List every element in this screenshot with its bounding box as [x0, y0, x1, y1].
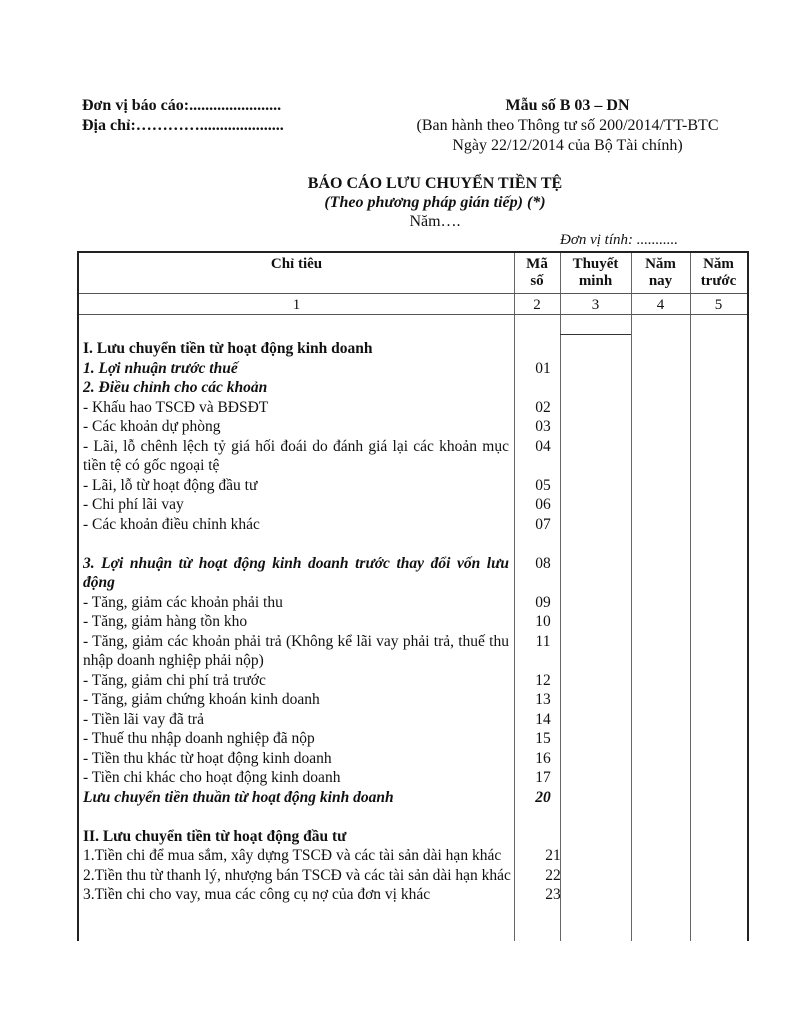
table-row	[83, 866, 745, 886]
table-row	[83, 359, 745, 379]
table-row	[83, 437, 745, 476]
header-current-year-line1: Năm	[645, 256, 676, 272]
row-label: - Chi phí lãi vay	[83, 496, 184, 513]
table-row	[83, 398, 745, 418]
row-label: - Tiền thu khác từ hoạt động kinh doanh	[83, 749, 332, 767]
table-row	[83, 554, 745, 593]
row-code: 17	[535, 769, 551, 786]
row-label: 3.Tiền chi cho vay, mua các công cụ nợ của đơn vị khác	[83, 886, 431, 903]
row-label: - Các khoản dự phòng	[83, 418, 221, 435]
row-code: 04	[535, 437, 551, 455]
row-code: 02	[535, 398, 551, 416]
row-code: 05	[535, 476, 551, 494]
address-field: Địa chỉ:………….....................	[82, 117, 284, 134]
table-row	[83, 378, 745, 398]
row-label: - Tiền lãi vay đã trả	[83, 710, 204, 728]
report-subtitle: (Theo phương pháp gián tiếp) (*)	[324, 194, 546, 211]
row-label: - Tăng, giảm hàng tồn kho	[83, 613, 248, 630]
header-indicator-label: Chỉ tiêu	[270, 256, 323, 272]
currency-unit: Đơn vị tính: ...........	[560, 232, 678, 248]
row-label: - Lãi, lỗ chênh lệch tỷ giá hối đoái do đánh giá lại các khoản mục tiền tệ có gốc ngoại tệ	[83, 437, 509, 474]
row-code: 11	[535, 632, 551, 650]
row-label: - Thuế thu nhập doanh nghiệp đã nộp	[83, 730, 315, 747]
header-code-line1: Mã	[526, 256, 548, 272]
row-label: I. Lưu chuyển tiền từ hoạt động kinh doanh	[83, 340, 373, 357]
cash-flow-table	[77, 251, 749, 941]
row-label: - Lãi, lỗ từ hoạt động đầu tư	[83, 476, 258, 494]
row-label: 2. Điều chỉnh cho các khoản	[83, 379, 268, 396]
notes-column-divider	[560, 334, 631, 335]
header-previous-year-line2: trước	[700, 273, 737, 289]
row-code: 10	[535, 613, 551, 630]
table-row	[83, 768, 745, 788]
section-heading-row	[83, 339, 745, 359]
report-title-block	[180, 174, 690, 231]
issued-by-line2: Ngày 22/12/2014 của Bộ Tài chính)	[452, 137, 683, 154]
row-code	[517, 378, 569, 398]
row-label: 1.Tiền chi để mua sắm, xây dựng TSCĐ và các tài sản dài hạn khác	[83, 847, 502, 864]
column-number-2: 2	[533, 297, 541, 313]
table-row	[83, 593, 745, 613]
table-row	[83, 671, 745, 691]
row-label: - Tăng, giảm các khoản phải thu	[83, 593, 283, 611]
form-number: Mẫu số B 03 – DN	[505, 97, 630, 114]
header-notes	[560, 253, 631, 294]
reporting-unit-header	[82, 96, 284, 136]
header-current-year	[631, 253, 690, 294]
row-code: 13	[535, 691, 551, 708]
row-label: II. Lưu chuyển tiền từ hoạt động đầu tư	[83, 827, 347, 845]
header-current-year-line2: nay	[648, 273, 673, 289]
reporting-unit-field: Đơn vị báo cáo:.......................	[82, 97, 282, 114]
row-label: - Tăng, giảm chi phí trả trước	[83, 671, 266, 689]
column-number-3: 3	[591, 297, 600, 313]
table-row	[83, 690, 745, 710]
table-row	[83, 515, 745, 535]
row-code: 23	[545, 886, 561, 903]
header-previous-year-line1: Năm	[703, 256, 734, 272]
row-spacer	[83, 807, 745, 827]
column-number-4: 4	[656, 297, 665, 313]
table-row	[83, 885, 745, 905]
table-row	[83, 749, 745, 769]
table-row	[83, 729, 745, 749]
table-body	[83, 339, 745, 905]
header-indicator	[79, 253, 514, 294]
report-title: BÁO CÁO LƯU CHUYỂN TIỀN TỆ	[307, 175, 563, 192]
row-code: 01	[535, 359, 551, 377]
row-code: 14	[535, 710, 551, 728]
table-row	[83, 612, 745, 632]
form-info-header	[380, 96, 755, 156]
report-year: Năm….	[409, 213, 461, 230]
table-row	[83, 846, 745, 866]
row-spacer	[83, 534, 745, 554]
row-label: - Tăng, giảm chứng khoán kinh doanh	[83, 691, 320, 708]
row-code	[517, 827, 569, 847]
row-code	[517, 339, 569, 359]
column-number-5: 5	[714, 297, 723, 313]
header-notes-line2: minh	[578, 273, 613, 289]
row-code: 22	[545, 866, 561, 884]
row-label: 3. Lợi nhuận từ hoạt động kinh doanh trước thay đổi vốn lưu động	[83, 554, 509, 591]
header-code	[514, 253, 560, 294]
row-code: 03	[535, 418, 551, 435]
row-code: 20	[535, 788, 551, 806]
table-row	[83, 417, 745, 437]
table-row	[83, 476, 745, 496]
row-label: - Các khoản điều chỉnh khác	[83, 515, 260, 533]
issued-by-line1: (Ban hành theo Thông tư số 200/2014/TT-BTC	[416, 117, 719, 134]
total-row	[83, 788, 745, 808]
row-code: 07	[535, 515, 551, 533]
column-number-1: 1	[292, 297, 301, 313]
row-code: 15	[535, 730, 551, 747]
section-heading-row	[83, 827, 745, 847]
row-label: 1. Lợi nhuận trước thuế	[83, 359, 238, 377]
row-code: 08	[535, 554, 551, 572]
header-code-line2: số	[530, 273, 544, 289]
row-label: - Khấu hao TSCĐ và BĐSĐT	[83, 398, 269, 416]
row-label: Lưu chuyển tiền thuần từ hoạt động kinh doanh	[83, 788, 394, 806]
header-previous-year	[690, 253, 747, 294]
table-row	[83, 495, 745, 515]
table-row	[83, 632, 745, 671]
table-row	[83, 710, 745, 730]
row-label: 2.Tiền thu từ thanh lý, nhượng bán TSCĐ và các tài sản dài hạn khác	[83, 866, 511, 884]
row-code: 12	[535, 671, 551, 689]
row-code: 09	[535, 593, 551, 611]
row-label: - Tiền chi khác cho hoạt động kinh doanh	[83, 769, 341, 786]
row-label: - Tăng, giảm các khoản phải trả (Không kể lãi vay phải trả, thuế thu nhập doanh nghiệp phải nộp)	[83, 632, 509, 669]
header-notes-line1: Thuyết	[572, 256, 619, 272]
row-code: 16	[535, 749, 551, 767]
row-code: 21	[545, 847, 561, 864]
row-code: 06	[535, 496, 551, 513]
